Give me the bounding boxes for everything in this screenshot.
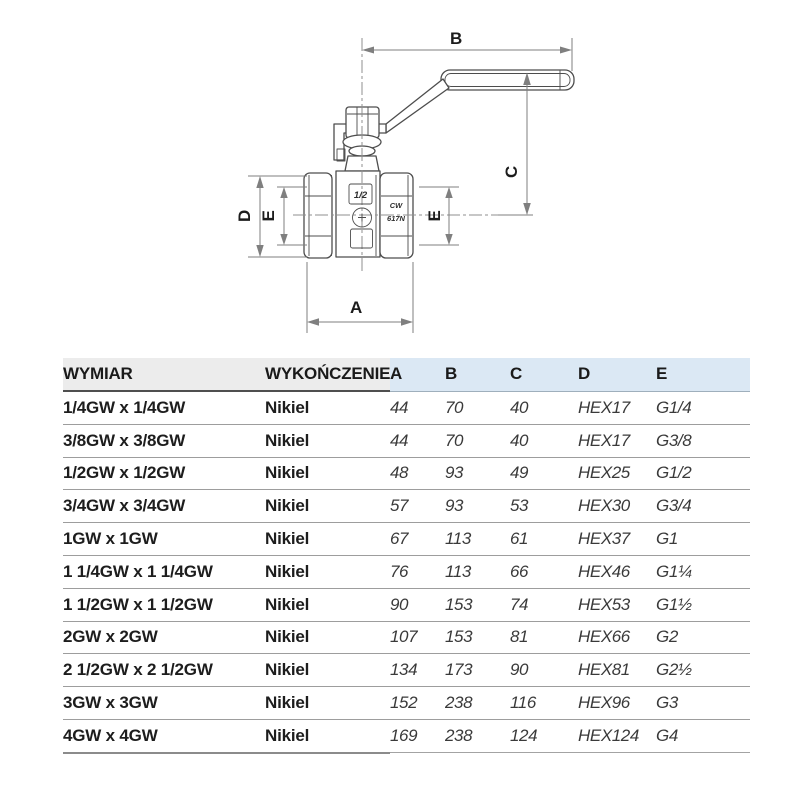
col-header-wymiar: WYMIAR	[63, 358, 265, 391]
cell-b: 153	[445, 621, 510, 654]
cell-b: 238	[445, 687, 510, 720]
cell-wykonczenie: Nikiel	[265, 687, 390, 720]
cell-d: HEX81	[578, 654, 656, 687]
col-header-b: B	[445, 358, 510, 391]
cell-a: 152	[390, 687, 445, 720]
cell-a: 76	[390, 555, 445, 588]
cell-c: 66	[510, 555, 578, 588]
cell-a: 44	[390, 391, 445, 424]
cell-e: G3	[656, 687, 750, 720]
cell-wymiar: 4GW x 4GW	[63, 719, 265, 752]
dimension-label-B: B	[450, 29, 462, 48]
cell-b: 113	[445, 523, 510, 556]
cell-d: HEX25	[578, 457, 656, 490]
cell-wykonczenie: Nikiel	[265, 490, 390, 523]
table-row	[63, 424, 750, 457]
cell-d: HEX37	[578, 523, 656, 556]
cell-a: 67	[390, 523, 445, 556]
cell-d: HEX53	[578, 588, 656, 621]
table-row	[63, 490, 750, 523]
cell-e: G1/2	[656, 457, 750, 490]
table-header-row	[63, 358, 750, 391]
cell-wymiar: 3GW x 3GW	[63, 687, 265, 720]
dimension-label-D: D	[235, 210, 254, 222]
cell-e: G2	[656, 621, 750, 654]
cell-wymiar: 2GW x 2GW	[63, 621, 265, 654]
dimension-E-right	[419, 187, 459, 245]
cell-wykonczenie: Nikiel	[265, 654, 390, 687]
cell-e: G1	[656, 523, 750, 556]
cell-d: HEX96	[578, 687, 656, 720]
cell-b: 93	[445, 490, 510, 523]
cell-e: G2½	[656, 654, 750, 687]
cell-b: 93	[445, 457, 510, 490]
cell-e: G1½	[656, 588, 750, 621]
table-row	[63, 621, 750, 654]
cell-a: 57	[390, 490, 445, 523]
cell-a: 134	[390, 654, 445, 687]
col-header-wykonczenie: WYKOŃCZENIE	[265, 358, 390, 391]
table-row	[63, 391, 750, 424]
cell-b: 70	[445, 391, 510, 424]
cell-wymiar: 1GW x 1GW	[63, 523, 265, 556]
table-row	[63, 719, 750, 752]
cell-a: 90	[390, 588, 445, 621]
handle-lever	[386, 79, 449, 133]
cell-wykonczenie: Nikiel	[265, 457, 390, 490]
cell-wymiar: 1 1/2GW x 1 1/2GW	[63, 588, 265, 621]
table-row	[63, 523, 750, 556]
cell-wymiar: 2 1/2GW x 2 1/2GW	[63, 654, 265, 687]
material-marking-2: 617N	[387, 214, 405, 223]
cell-wymiar: 1/2GW x 1/2GW	[63, 457, 265, 490]
cell-b: 153	[445, 588, 510, 621]
dimension-B	[362, 29, 572, 71]
cell-e: G3/4	[656, 490, 750, 523]
cell-d: HEX17	[578, 424, 656, 457]
cell-b: 238	[445, 719, 510, 752]
cell-c: 49	[510, 457, 578, 490]
cell-a: 44	[390, 424, 445, 457]
cell-e: G1¼	[656, 555, 750, 588]
cell-d: HEX17	[578, 391, 656, 424]
table-row	[63, 654, 750, 687]
cell-wymiar: 1 1/4GW x 1 1/4GW	[63, 555, 265, 588]
cell-wykonczenie: Nikiel	[265, 621, 390, 654]
table-row	[63, 588, 750, 621]
valve-body	[304, 70, 574, 258]
col-header-e: E	[656, 358, 750, 391]
handle-grip	[441, 70, 574, 90]
cell-d: HEX30	[578, 490, 656, 523]
cell-e: G3/8	[656, 424, 750, 457]
cell-d: HEX46	[578, 555, 656, 588]
col-header-d: D	[578, 358, 656, 391]
table-row	[63, 457, 750, 490]
cell-wykonczenie: Nikiel	[265, 719, 390, 752]
dimension-A	[307, 262, 413, 333]
cell-b: 173	[445, 654, 510, 687]
cell-c: 81	[510, 621, 578, 654]
table-row	[63, 687, 750, 720]
cell-a: 48	[390, 457, 445, 490]
cell-e: G1/4	[656, 391, 750, 424]
spec-table	[63, 358, 750, 754]
cell-d: HEX66	[578, 621, 656, 654]
table-row	[63, 555, 750, 588]
valve-diagram	[0, 0, 800, 356]
cell-a: 107	[390, 621, 445, 654]
dimension-E-left	[259, 187, 307, 245]
col-header-c: C	[510, 358, 578, 391]
dimension-label-C: C	[502, 166, 521, 178]
cell-wymiar: 3/8GW x 3/8GW	[63, 424, 265, 457]
cell-c: 116	[510, 687, 578, 720]
cell-wymiar: 1/4GW x 1/4GW	[63, 391, 265, 424]
cell-wykonczenie: Nikiel	[265, 555, 390, 588]
cell-c: 40	[510, 424, 578, 457]
cell-wykonczenie: Nikiel	[265, 523, 390, 556]
cell-e: G4	[656, 719, 750, 752]
dimension-label-E-right: E	[425, 210, 444, 222]
cell-c: 61	[510, 523, 578, 556]
cell-wykonczenie: Nikiel	[265, 391, 390, 424]
dimension-label-E-left: E	[259, 210, 278, 222]
material-marking-1: CW	[389, 201, 403, 210]
cell-wymiar: 3/4GW x 3/4GW	[63, 490, 265, 523]
cell-wykonczenie: Nikiel	[265, 424, 390, 457]
col-header-a: A	[390, 358, 445, 391]
cell-c: 74	[510, 588, 578, 621]
cell-d: HEX124	[578, 719, 656, 752]
size-marking: 1/2	[353, 190, 368, 201]
cell-c: 40	[510, 391, 578, 424]
cell-b: 113	[445, 555, 510, 588]
dimension-label-A: A	[350, 298, 362, 317]
cell-c: 124	[510, 719, 578, 752]
cell-c: 90	[510, 654, 578, 687]
cell-a: 169	[390, 719, 445, 752]
cell-c: 53	[510, 490, 578, 523]
dimension-C	[498, 73, 533, 216]
cell-wykonczenie: Nikiel	[265, 588, 390, 621]
cell-b: 70	[445, 424, 510, 457]
